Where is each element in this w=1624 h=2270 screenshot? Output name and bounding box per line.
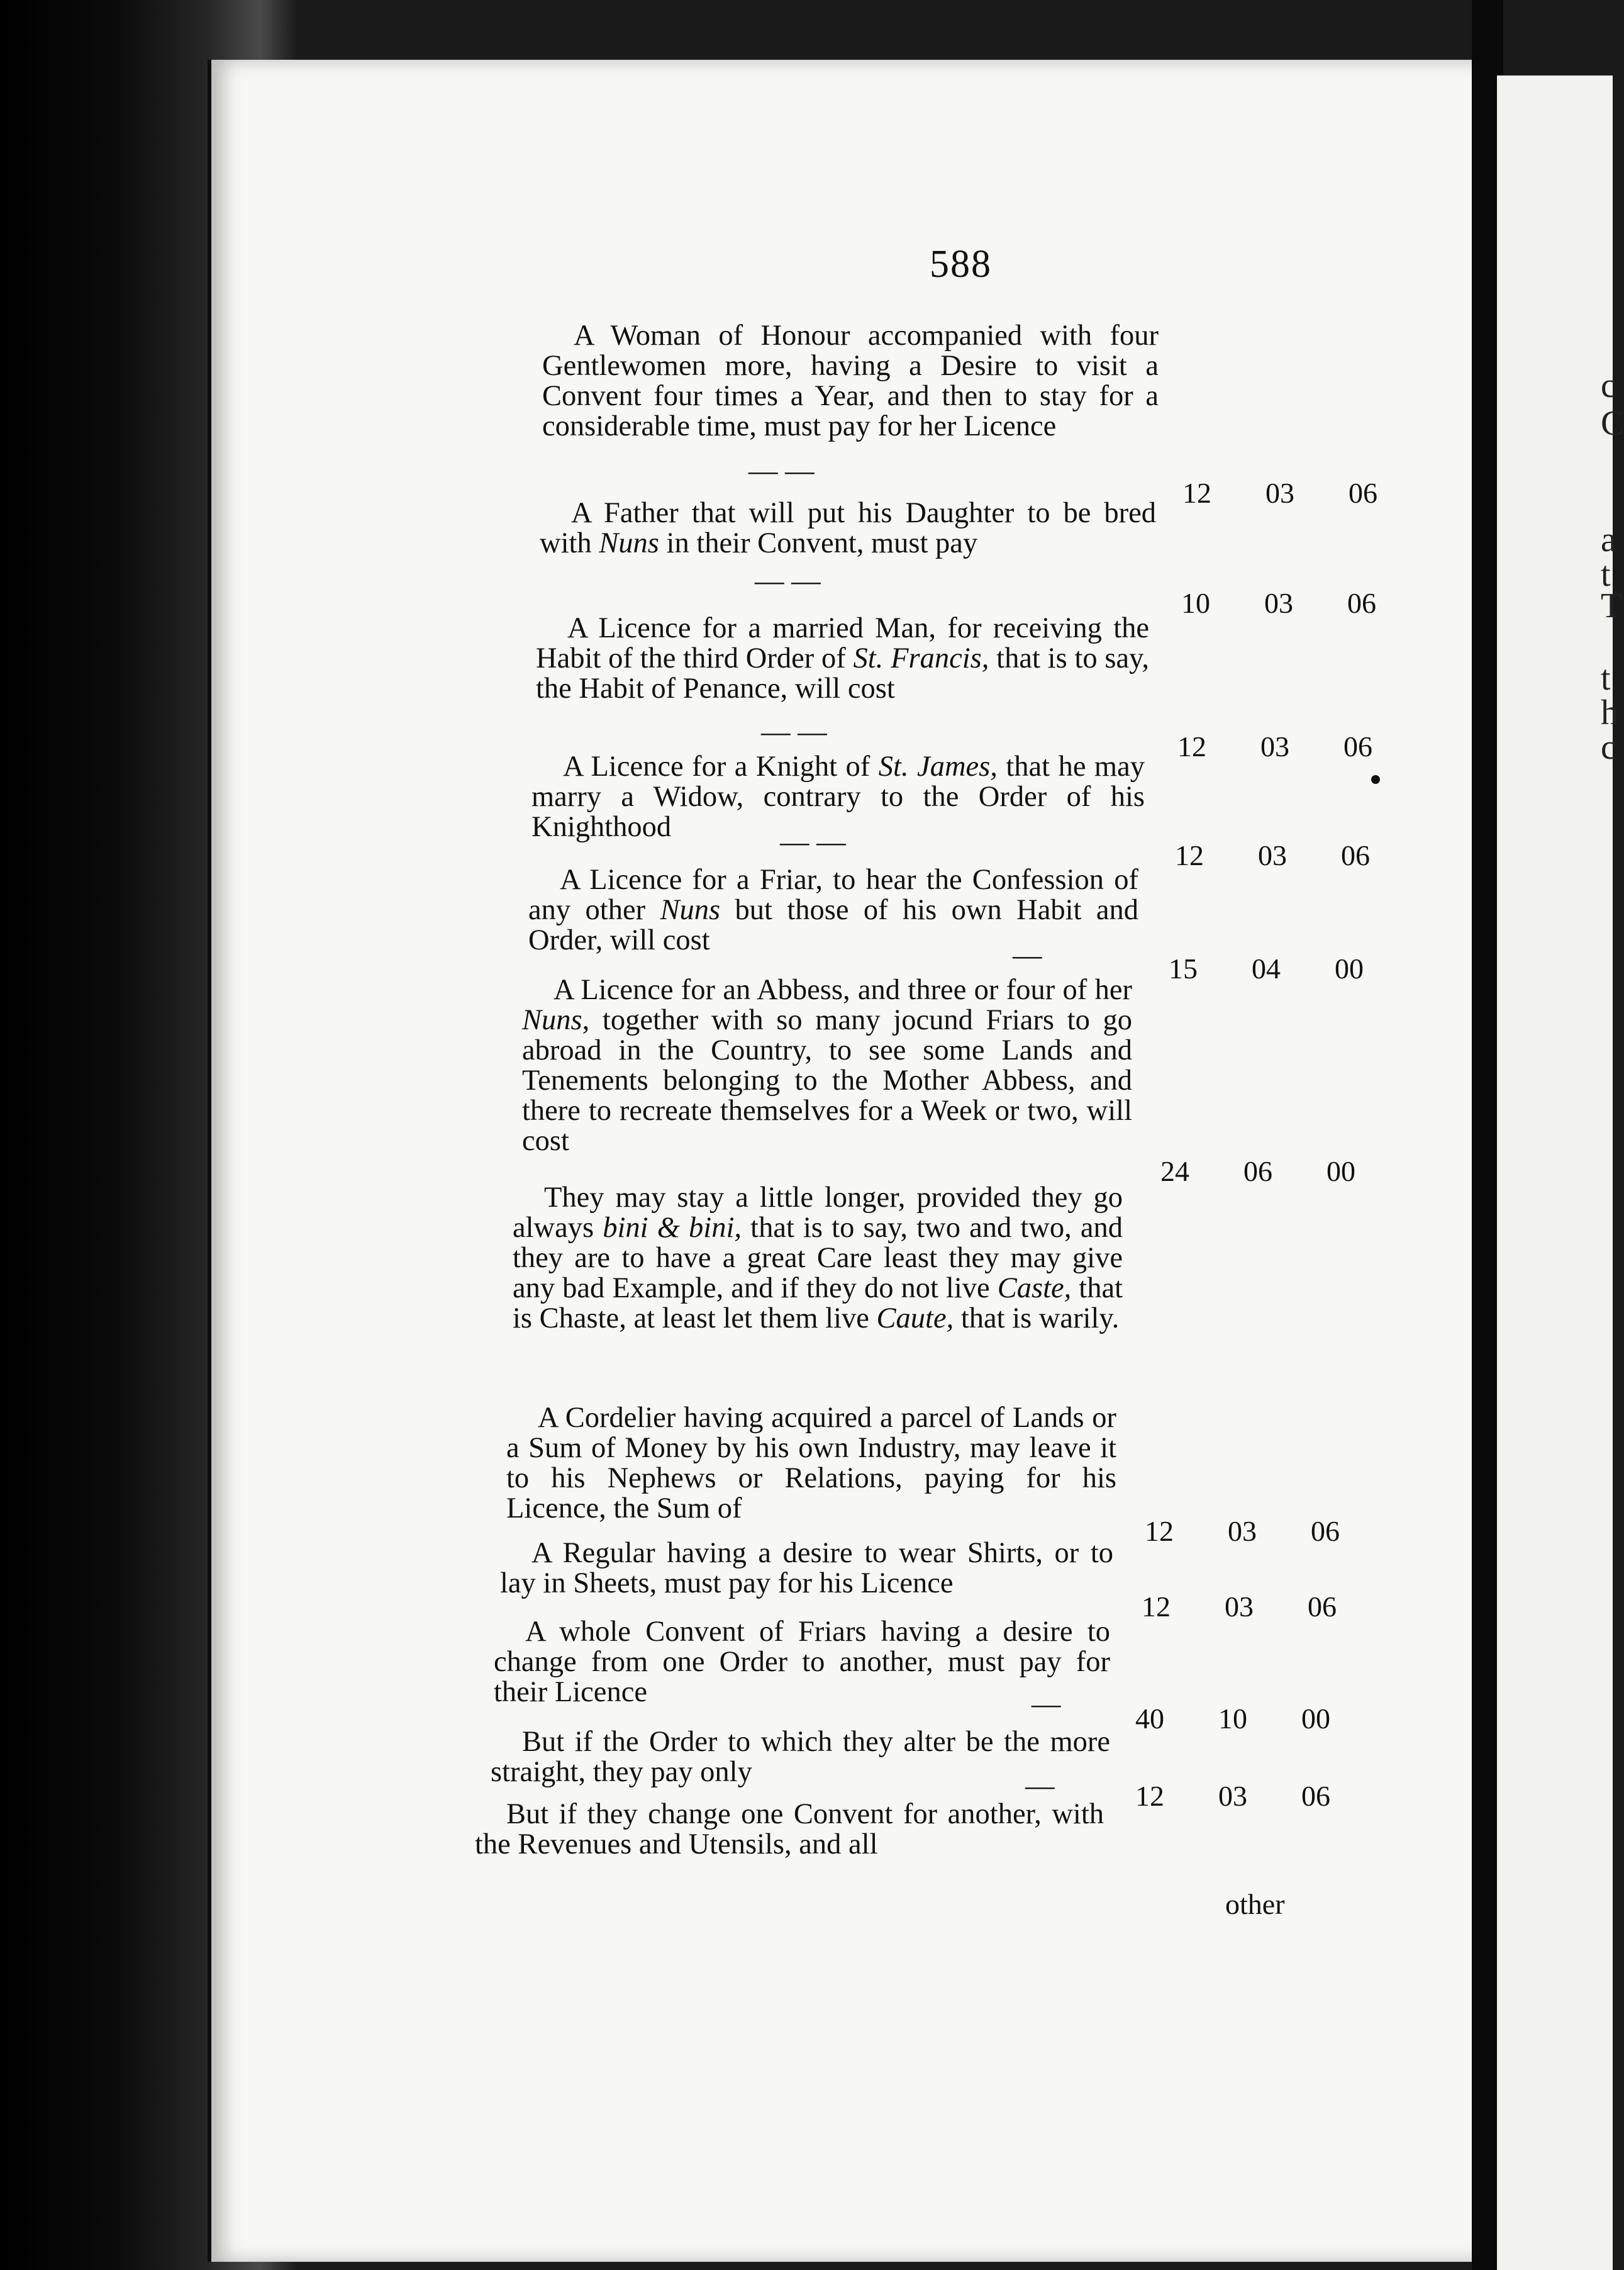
- entry-text: A Licence for a married Man, for receiving the Habit of the third Order of St. Francis, that is to say, the Habit of Penance, will cost: [536, 612, 1149, 705]
- entry-text: A whole Convent of Friars having a desire to change from one Order to another, must pay for their Licence: [494, 1616, 1110, 1708]
- fee-entry: [522, 975, 1132, 1156]
- entry-dash: —: [1013, 939, 1042, 971]
- entry-text: A Licence for a Knight of St. James, that he may marry a Widow, contrary to the Order of his Knighthood: [531, 751, 1145, 843]
- facing-page-fragment: h: [1601, 693, 1618, 732]
- fee-amount: 40 10 00: [1135, 1702, 1330, 1735]
- facing-page-fragment: c: [1601, 728, 1616, 767]
- entry-text: A Woman of Honour accompanied with four Gentlewomen more, having a Desire to visit a Convent four times a Year, and then to stay for a considerable time, must pay for her Licence: [542, 320, 1159, 442]
- fee-entry: [500, 1538, 1113, 1599]
- facing-page-fragment: c: [1601, 366, 1616, 405]
- facing-page-fragment: C: [1601, 404, 1624, 443]
- fee-amount: 10 03 06: [1181, 587, 1376, 619]
- fee-entry: [536, 613, 1149, 704]
- entry-text: A Father that will put his Daughter to be bred with Nuns in their Convent, must pay: [540, 497, 1156, 559]
- entry-dash: —: [1025, 1770, 1055, 1802]
- entry-text: A Cordelier having acquired a parcel of Lands or a Sum of Money by his own Industry, may leave it to his Nephews or Relations, paying for his Licence, the Sum of: [506, 1402, 1116, 1524]
- entry-dash: — —: [761, 716, 827, 748]
- fee-entry: [494, 1617, 1110, 1708]
- fee-amount: 24 06 00: [1160, 1155, 1355, 1187]
- entry-text: But if they change one Convent for another, with the Revenues and Utensils, and all: [475, 1798, 1104, 1860]
- entry-dash: —: [1032, 1688, 1061, 1720]
- page-number: 588: [930, 243, 992, 286]
- fee-entry: [491, 1727, 1110, 1787]
- entry-text: But if the Order to which they alter be the more straight, they pay only: [491, 1726, 1110, 1788]
- entry-dash: — —: [748, 455, 815, 487]
- entry-dash: — —: [755, 565, 821, 597]
- fee-entry: [513, 1183, 1123, 1334]
- fee-entry: [475, 1799, 1104, 1860]
- entry-text: A Regular having a desire to wear Shirts, or to lay in Sheets, must pay for his Licence: [500, 1537, 1113, 1599]
- facing-page-fragment: t: [1601, 659, 1611, 698]
- facing-page-fragment: T: [1601, 586, 1623, 625]
- entry-dash: — —: [780, 826, 846, 858]
- ink-spot: [1371, 775, 1380, 784]
- entry-text: A Licence for an Abbess, and three or four of her Nuns, together with so many jocund Friars to go abroad in the Country, to see some Lands and Tenements belonging to the Mother Abbess, and there to recreate themselves for a Week or two, will cost: [522, 974, 1132, 1157]
- catchword: other: [1225, 1888, 1285, 1920]
- fee-entry: [540, 498, 1156, 559]
- fee-entry: [542, 321, 1159, 442]
- facing-page-fragment: t: [1601, 555, 1611, 594]
- entry-text: They may stay a little longer, provided they go always bini & bini, that is to say, two and two, and they are to have a great Care least they may give any bad Example, and if they do not live Caste, that is Chaste, at least let them live Caute, that is warily.: [513, 1182, 1123, 1334]
- facing-page-fragment: a: [1601, 520, 1616, 559]
- fee-entry: [506, 1403, 1116, 1524]
- fee-amount: 12 03 06: [1135, 1780, 1330, 1812]
- fee-amount: 12 03 06: [1142, 1591, 1337, 1623]
- fee-amount: 12 03 06: [1145, 1515, 1340, 1547]
- entry-text: A Licence for a Friar, to hear the Confession of any other Nuns but those of his own Habit and Order, will cost: [528, 864, 1138, 956]
- facing-page-edge: [1497, 75, 1613, 2270]
- fee-amount: 12 03 06: [1175, 839, 1370, 871]
- fee-amount: 12 03 06: [1177, 730, 1372, 763]
- fee-amount: 15 04 00: [1169, 953, 1364, 985]
- fee-amount: 12 03 06: [1182, 477, 1377, 509]
